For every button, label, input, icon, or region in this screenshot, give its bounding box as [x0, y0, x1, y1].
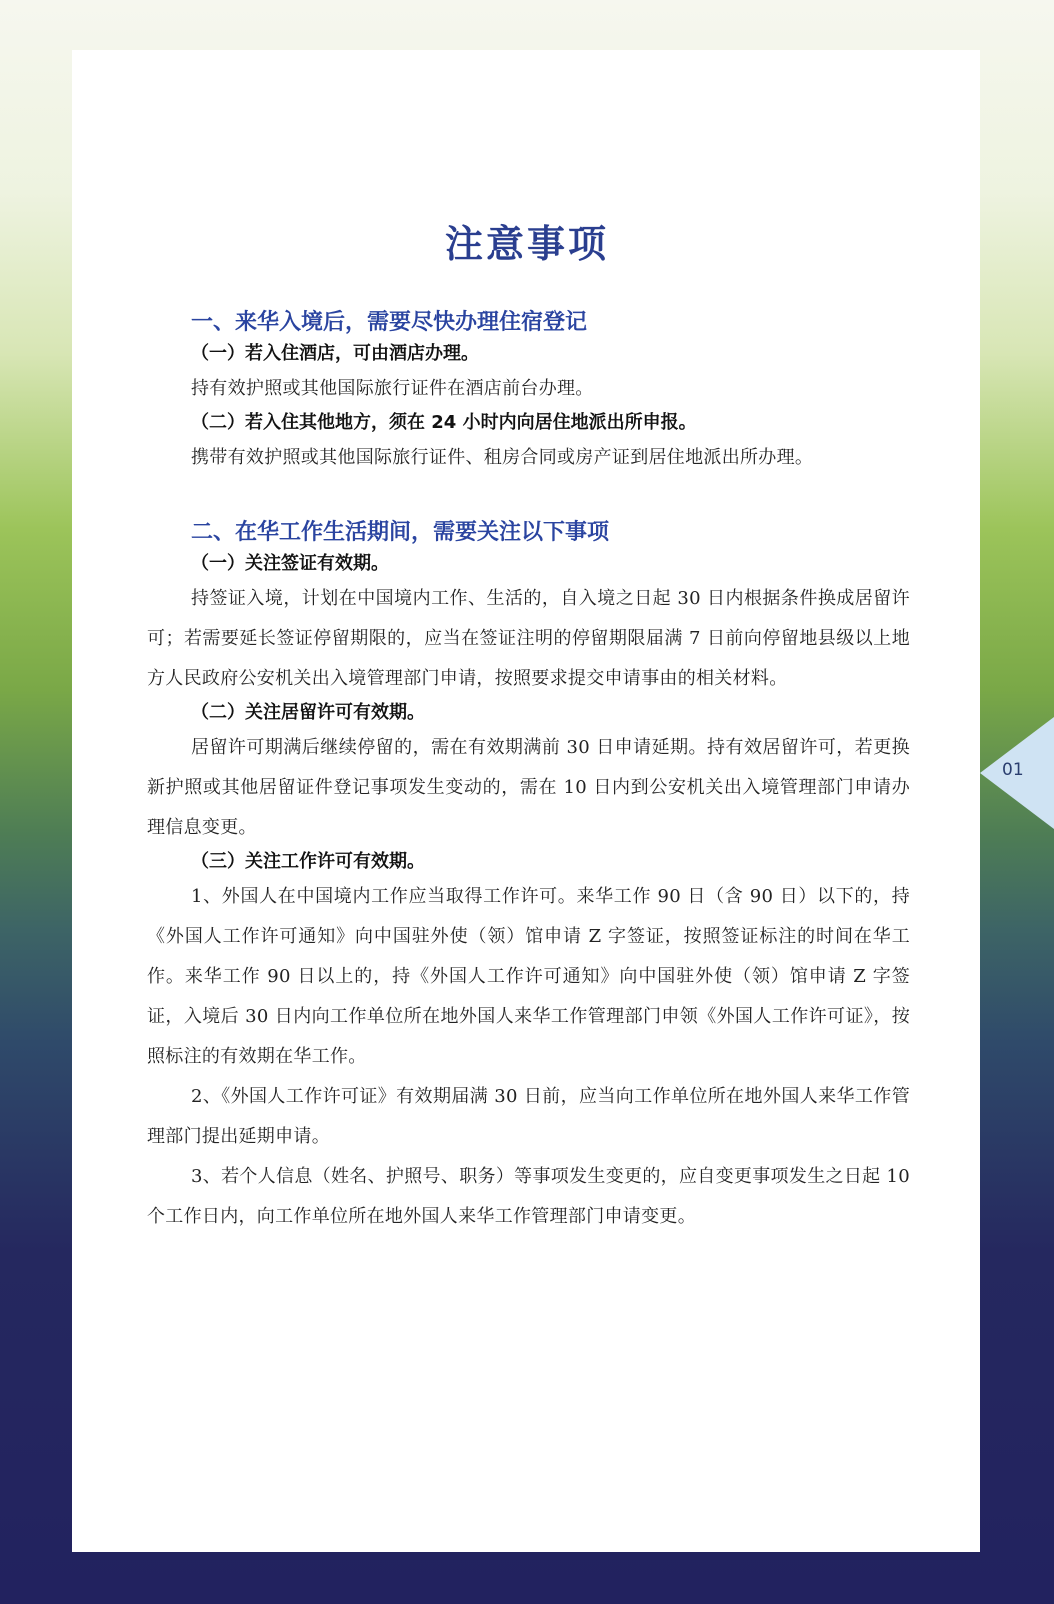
paragraph: 3、若个人信息（姓名、护照号、职务）等事项发生变更的，应自变更事项发生之日起 10 个工作日内，向工作单位所在地外国人来华工作管理部门申请变更。 [147, 1165, 910, 1227]
subsection-heading-2-1: （一）关注签证有效期。 [191, 553, 389, 575]
subsection-heading-1-1: （一）若入住酒店，可由酒店办理。 [191, 343, 479, 365]
document-body [147, 310, 910, 1237]
section-heading-1: 一、来华入境后，需要尽快办理住宿登记 [191, 310, 588, 335]
section-spacer [147, 478, 910, 512]
paragraph: 携带有效护照或其他国际旅行证件、租房合同或房产证到居住地派出所办理。 [191, 446, 814, 468]
paragraph: 持有效护照或其他国际旅行证件在酒店前台办理。 [191, 378, 594, 400]
subsection-heading-2-2: （二）关注居留许可有效期。 [191, 702, 425, 724]
subsection-heading-2-3: （三）关注工作许可有效期。 [191, 850, 425, 872]
subsection-heading-1-2: （二）若入住其他地方，须在 24 小时内向居住地派出所申报。 [191, 412, 697, 434]
section-heading-2: 二、在华工作生活期间，需要关注以下事项 [191, 519, 610, 545]
paragraph: 持签证入境，计划在中国境内工作、生活的，自入境之日起 30 日内根据条件换成居留许可；若需要延长签证停留期限的，应当在签证注明的停留期限届满 7 日前向停留地县级以上地方人民政府公安机关出入境管理部门申请，按照要求提交申请事由的相关材料。 [147, 588, 910, 690]
page-number: 01 [1002, 760, 1024, 780]
paragraph: 1、外国人在中国境内工作应当取得工作许可。来华工作 90 日（含 90 日）以下的，持《外国人工作许可通知》向中国驻外使（领）馆申请 Z 字签证，按照签证标注的时间在华工作。来华工作 90 日以上的，持《外国人工作许可通知》向中国驻外使（领）馆申请 Z 字签证，入境后 30 日内向工作单位所在地外国人来华工作管理部门申领《外国人工作许可证》，按照标注的有效期在华工作。 [147, 885, 910, 1067]
page-title: 注意事项 [444, 222, 609, 267]
paragraph: 2、《外国人工作许可证》有效期届满 30 日前，应当向工作单位所在地外国人来华工作管理部门提出延期申请。 [147, 1085, 910, 1147]
paragraph: 居留许可期满后继续停留的，需在有效期满前 30 日申请延期。持有效居留许可，若更换新护照或其他居留证件登记事项发生变动的，需在 10 日内到公安机关出入境管理部门申请办理信息变更。 [147, 736, 910, 838]
